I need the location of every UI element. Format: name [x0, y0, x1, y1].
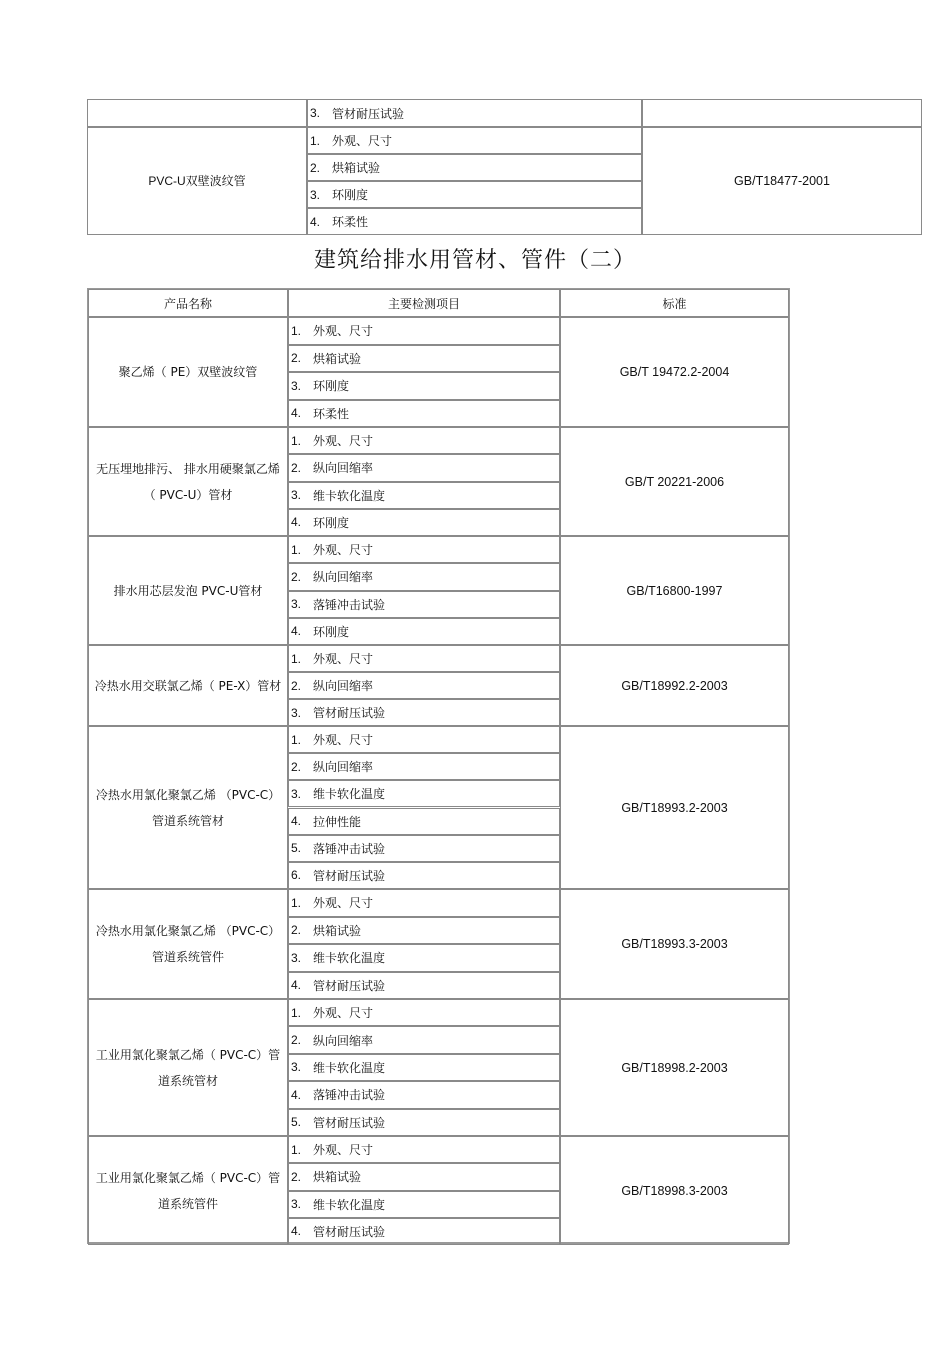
item-number: 1. — [310, 133, 321, 148]
section-title: 建筑给排水用管材、管件（二） — [313, 248, 636, 273]
product-name-cell — [88, 999, 288, 1136]
item-number: 6. — [291, 868, 302, 883]
item-text: 外观、尺寸 — [313, 733, 374, 748]
standard-cell — [560, 726, 789, 889]
test-item-cell — [288, 753, 560, 780]
test-item-cell — [288, 372, 560, 400]
product-name: 冷热水用氯化聚氯乙烯 （PVC-C）管道系统管件 — [95, 924, 281, 964]
header-standard: 标准 — [560, 289, 789, 317]
standard-code: GB/T18992.2-2003 — [621, 678, 728, 693]
test-item-cell — [288, 400, 560, 428]
item-text: 外观、尺寸 — [313, 434, 374, 449]
product-name: 工业用氯化聚氯乙烯（ PVC-C）管道系统管材 — [95, 1047, 281, 1088]
test-item-cell — [288, 1218, 560, 1245]
item-text: 维卡软化温度 — [313, 488, 386, 503]
item-text: 烘箱试验 — [313, 351, 362, 366]
product-name: 排水用芯层发泡 PVC-U管材 — [113, 583, 263, 598]
test-item-cell — [288, 482, 560, 509]
test-item-cell — [288, 699, 560, 726]
item-text: 落锤冲击试验 — [313, 841, 386, 856]
prev-item-cell — [307, 99, 642, 127]
item-text: 环刚度 — [313, 624, 350, 639]
item-text: 落锤冲击试验 — [313, 1088, 386, 1103]
item-number: 1. — [291, 1142, 302, 1157]
test-item-cell — [288, 563, 560, 590]
standard-code: GB/T16800-1997 — [626, 583, 723, 598]
standard-code: GB/T18477-2001 — [734, 174, 830, 188]
product-name-cell — [88, 536, 288, 645]
test-item-cell — [288, 999, 560, 1026]
item-number: 4. — [291, 515, 302, 530]
item-text: 外观、尺寸 — [332, 134, 393, 148]
test-item-cell — [288, 618, 560, 645]
item-number: 3. — [310, 187, 321, 202]
item-number: 2. — [291, 460, 302, 475]
product-name: 工业用氯化聚氯乙烯（ PVC-C）管道系统管件 — [95, 1170, 281, 1211]
test-item-cell — [307, 154, 642, 181]
item-text: 管材耐压试验 — [313, 706, 386, 720]
product-name-cell — [88, 726, 288, 889]
item-number: 4. — [291, 1224, 302, 1239]
item-text: 环刚度 — [313, 515, 350, 530]
item-number: 5. — [291, 1115, 302, 1130]
standard-code: GB/T18998.3-2003 — [621, 1183, 728, 1198]
item-number: 3. — [291, 1197, 302, 1212]
item-text: 维卡软化温度 — [313, 1060, 386, 1075]
test-item-cell — [288, 645, 560, 672]
item-text: 纵向回缩率 — [313, 1033, 374, 1048]
item-text: 管材耐压试验 — [332, 106, 405, 121]
product-name: 冷热水用氯化聚氯乙烯 （PVC-C）管道系统管材 — [95, 787, 281, 828]
product-name-cell — [88, 317, 288, 427]
item-number: 3. — [291, 597, 302, 612]
product-name-cell — [88, 1136, 288, 1245]
item-text: 环刚度 — [313, 379, 350, 394]
item-text: 纵向回缩率 — [313, 760, 374, 775]
item-number: 1. — [291, 1005, 302, 1020]
test-item-cell — [288, 345, 560, 373]
standard-cell — [560, 427, 789, 536]
test-item-cell — [288, 1136, 560, 1163]
item-number: 4. — [291, 814, 302, 829]
item-number: 2. — [291, 923, 302, 938]
item-number: 2. — [291, 1033, 302, 1048]
standard-code: GB/T18993.3-2003 — [621, 937, 728, 951]
item-number: 5. — [291, 841, 302, 856]
standard-cell — [560, 1136, 789, 1245]
item-text: 管材耐压试验 — [313, 868, 386, 883]
test-item-cell — [288, 808, 560, 835]
item-text: 环刚度 — [332, 188, 369, 202]
test-item-cell — [288, 1054, 560, 1081]
standard-cell — [560, 317, 789, 427]
standard-code: GB/T 19472.2-2004 — [619, 365, 730, 379]
item-text: 纵向回缩率 — [313, 679, 374, 693]
test-item-cell — [288, 536, 560, 563]
item-text: 烘箱试验 — [313, 1170, 362, 1185]
test-item-cell — [307, 127, 642, 154]
test-item-cell — [307, 208, 642, 235]
item-text: 拉伸性能 — [313, 814, 362, 829]
product-name-cell — [88, 427, 288, 536]
standard-cell — [560, 999, 789, 1136]
standard-cell — [560, 536, 789, 645]
product-name: 聚乙烯（ PE）双壁波纹管 — [118, 365, 258, 379]
product-name-cell — [88, 645, 288, 726]
product-name-cell — [88, 889, 288, 999]
item-number: 4. — [291, 624, 302, 639]
item-text: 外观、尺寸 — [313, 543, 374, 558]
standard-cell — [560, 889, 789, 999]
item-number: 2. — [310, 160, 321, 175]
test-item-cell — [288, 1163, 560, 1190]
standard-code: GB/T 20221-2006 — [624, 474, 725, 489]
item-number: 4. — [310, 214, 321, 229]
test-item-cell — [288, 944, 560, 972]
product-name: 冷热水用交联氯乙烯（ PE-X）管材 — [94, 678, 282, 693]
item-number: 2. — [291, 1169, 302, 1184]
product-name-cell — [87, 127, 307, 235]
item-number: 4. — [291, 406, 302, 421]
test-item-cell — [288, 1109, 560, 1136]
item-text: 管材耐压试验 — [313, 1224, 386, 1239]
item-text: 烘箱试验 — [313, 923, 362, 938]
prev-standard-cell — [642, 99, 922, 127]
item-text: 管材耐压试验 — [313, 1115, 386, 1130]
header-product-name: 产品名称 — [88, 289, 288, 317]
item-text: 维卡软化温度 — [313, 787, 386, 802]
item-number: 3. — [291, 488, 302, 503]
test-item-cell — [288, 972, 560, 1000]
item-number: 2. — [291, 569, 302, 584]
item-text: 外观、尺寸 — [313, 1006, 374, 1021]
test-item-cell — [288, 317, 560, 345]
item-number: 1. — [291, 895, 302, 910]
item-number: 2. — [291, 759, 302, 774]
test-item-cell — [307, 181, 642, 208]
item-text: 外观、尺寸 — [313, 652, 374, 666]
test-item-cell — [288, 427, 560, 454]
test-item-cell — [288, 509, 560, 536]
test-item-cell — [288, 726, 560, 753]
standard-code: GB/T18998.2-2003 — [621, 1060, 728, 1075]
item-text: 外观、尺寸 — [313, 324, 374, 339]
prev-name-cell — [87, 99, 307, 127]
item-number: 3. — [291, 378, 302, 393]
standard-cell — [642, 127, 922, 235]
item-number: 2. — [291, 678, 302, 693]
product-name: PVC-U双壁波纹管 — [148, 174, 246, 188]
item-number: 1. — [291, 433, 302, 448]
item-number: 4. — [291, 1087, 302, 1102]
item-text: 环柔性 — [332, 215, 369, 229]
item-text: 维卡软化温度 — [313, 1197, 386, 1212]
item-text: 管材耐压试验 — [313, 978, 386, 993]
item-number: 1. — [291, 323, 302, 338]
header-test-items: 主要检测项目 — [288, 289, 560, 317]
item-text: 纵向回缩率 — [313, 461, 374, 476]
test-item-cell — [288, 917, 560, 945]
item-text: 烘箱试验 — [332, 161, 381, 175]
item-number: 1. — [291, 651, 302, 666]
item-text: 环柔性 — [313, 406, 350, 421]
test-item-cell — [288, 1081, 560, 1108]
item-text: 外观、尺寸 — [313, 896, 374, 911]
standard-cell — [560, 645, 789, 726]
test-item-cell — [288, 835, 560, 862]
item-number: 3. — [291, 705, 302, 720]
item-text: 落锤冲击试验 — [313, 597, 386, 612]
test-item-cell — [288, 591, 560, 618]
item-number: 3. — [291, 950, 302, 965]
test-item-cell — [288, 780, 560, 807]
item-number: 1. — [291, 732, 302, 747]
item-number: 3. — [291, 786, 302, 801]
test-item-cell — [288, 454, 560, 481]
item-number: 4. — [291, 978, 302, 993]
item-text: 维卡软化温度 — [313, 951, 386, 966]
item-number: 3. — [291, 1060, 302, 1075]
item-number: 2. — [291, 351, 302, 366]
item-number: 1. — [291, 542, 302, 557]
product-name: 无压埋地排污、 排水用硬聚氯乙烯（ PVC-U）管材 — [96, 461, 280, 502]
item-number: 3. — [310, 106, 321, 120]
item-text: 纵向回缩率 — [313, 570, 374, 585]
test-item-cell — [288, 1191, 560, 1218]
item-text: 外观、尺寸 — [313, 1143, 374, 1158]
standard-code: GB/T18993.2-2003 — [621, 800, 728, 815]
test-item-cell — [288, 862, 560, 889]
test-item-cell — [288, 1026, 560, 1053]
test-item-cell — [288, 672, 560, 699]
test-item-cell — [288, 889, 560, 917]
